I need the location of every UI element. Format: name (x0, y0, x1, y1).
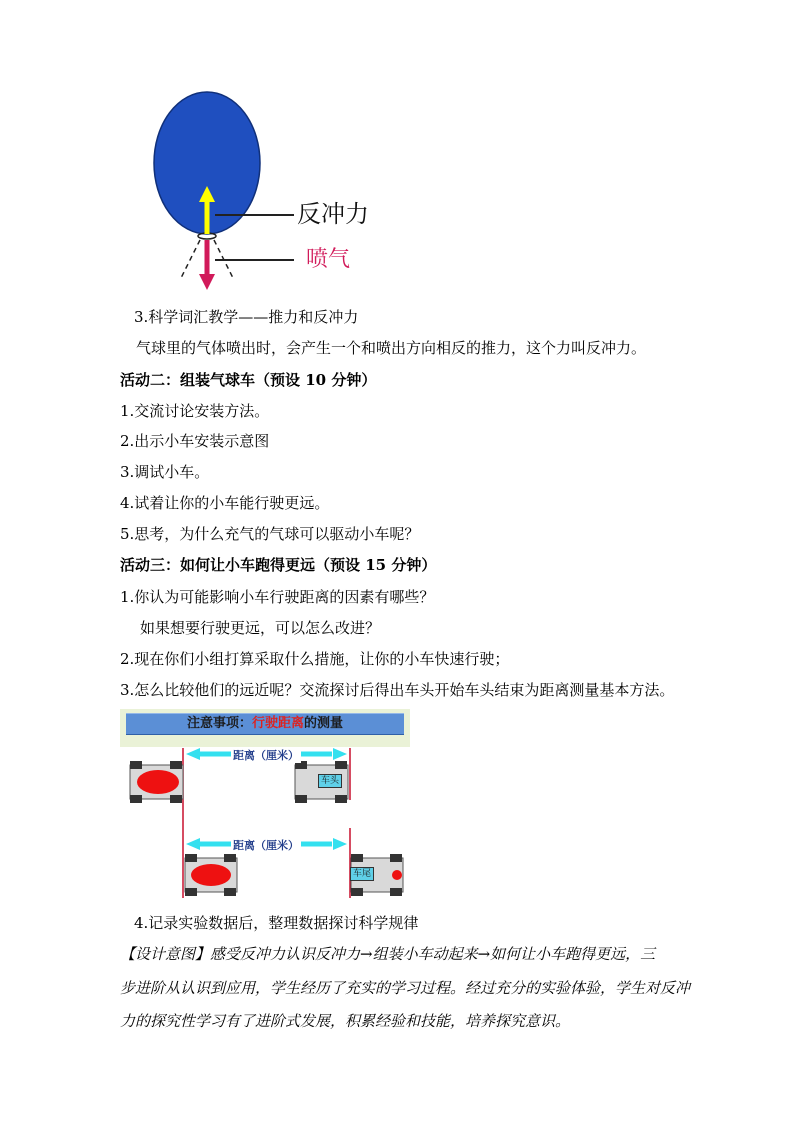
car-start-bottom (185, 854, 237, 896)
reaction-definition: 气球里的气体喷出时，会产生一个和喷出方向相反的推力，这个力叫反冲力。 (136, 339, 647, 357)
distance-label-top: 距离（厘米） (233, 749, 299, 762)
notice-title-suffix: 的测量 (304, 716, 344, 731)
design-intent-line-3: 力的探究性学习有了进阶式发展，积累经验和技能，培养探究意识。 (120, 1012, 571, 1030)
reaction-force-label: 反冲力 (297, 200, 369, 228)
list-item: 1.你认为可能影响小车行驶距离的因素有哪些？ (120, 588, 435, 606)
jet-spray-left (180, 240, 200, 280)
car-head-tag: 车头 (318, 774, 342, 788)
list-item: 1.交流讨论安装方法。 (120, 402, 270, 420)
distance-measurement-diagram (120, 748, 420, 900)
notice-title-bar (126, 713, 404, 735)
design-intent-line-2: 步进阶从认识到应用，学生经历了充实的学习过程。经过充分的实验体验，学生对反冲 (120, 979, 691, 997)
measurement-notice (120, 709, 410, 747)
jet-arrow-head (199, 274, 215, 290)
activity-three-heading: 活动三：如何让小车跑得更远（预设 15 分钟） (120, 556, 437, 574)
list-item-continued: 如果想要行驶更远，可以怎么改进？ (140, 619, 381, 637)
distance-label-bottom: 距离（厘米） (233, 839, 299, 852)
activity-two-heading: 活动二：组装气球车（预设 10 分钟） (120, 371, 377, 389)
list-item: 5.思考，为什么充气的气球可以驱动小车呢？ (120, 525, 420, 543)
list-item: 3.调试小车。 (120, 463, 210, 481)
list-item: 3.怎么比较他们的远近呢？交流探讨后得出车头开始车头结束为距离测量基本方法。 (120, 681, 675, 699)
notice-title-highlight: 行驶距离 (251, 716, 304, 731)
vocabulary-heading: 3.科学词汇教学——推力和反冲力 (134, 308, 359, 326)
car-start-top (130, 761, 183, 803)
car-tail-tag: 车尾 (350, 867, 374, 881)
label-leader-lines (200, 205, 300, 265)
design-intent-line-1: 【设计意图】感受反冲力认识反冲力→组装小车动起来→如何让小车跑得更远，三 (120, 945, 656, 963)
list-item: 4.记录实验数据后，整理数据探讨科学规律 (134, 914, 419, 932)
list-item: 2.出示小车安装示意图 (120, 432, 270, 450)
list-item: 2.现在你们小组打算采取什么措施，让你的小车快速行驶； (120, 650, 510, 668)
notice-title-prefix: 注意事项： (186, 716, 252, 731)
list-item: 4.试着让你的小车能行驶更远。 (120, 494, 330, 512)
jet-label: 喷气 (306, 247, 351, 272)
